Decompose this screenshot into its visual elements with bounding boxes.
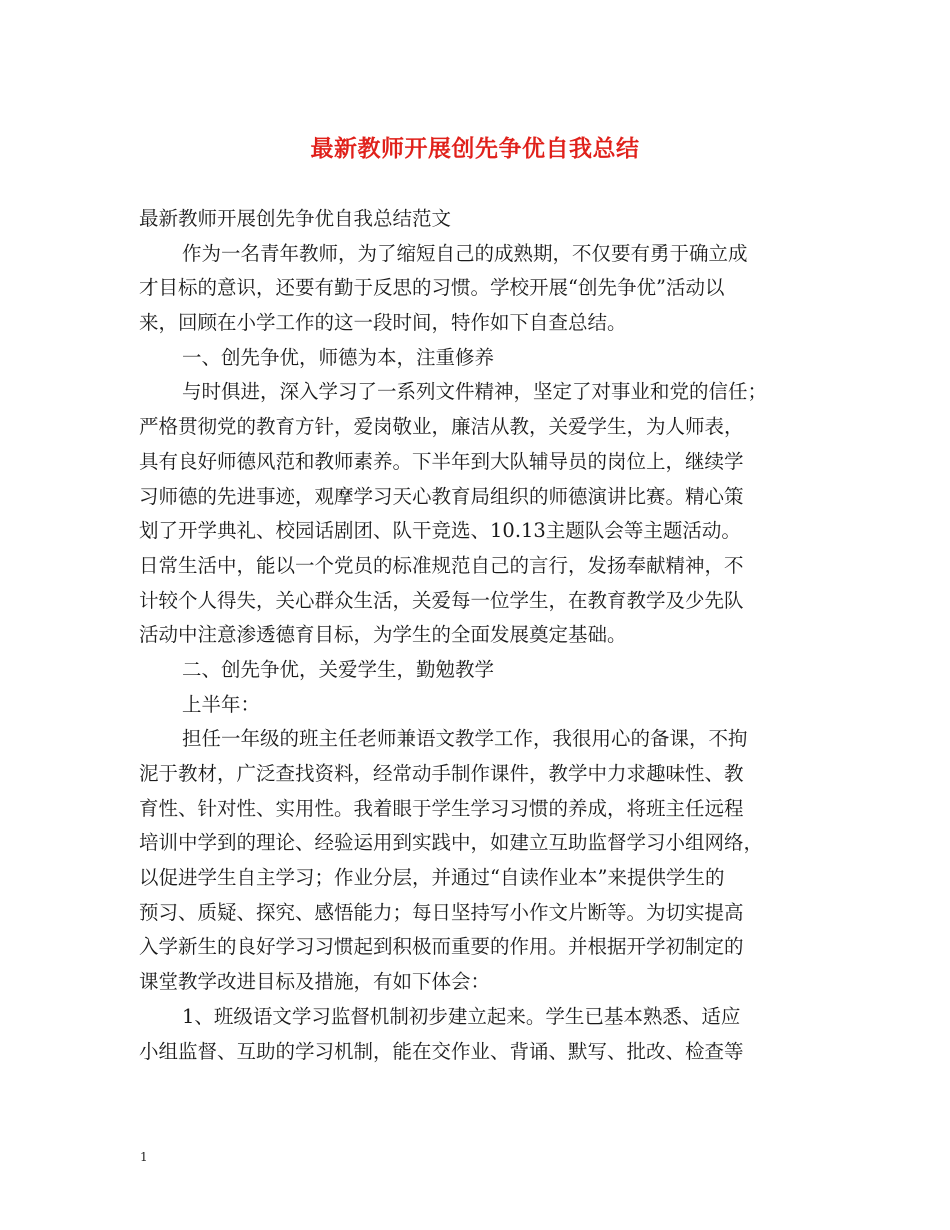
document-body [139,202,819,1069]
text-line: 小组监督、互助的学习机制，能在交作业、背诵、默写、批改、检查等 [139,1039,744,1063]
text-line: 泥于教材，广泛查找资料，经常动手制作课件，教学中力求趣味性、教 [139,762,744,785]
text-line: 计较个人得失，关心群众生活，关爱每一位学生，在教育教学及少先队 [139,588,744,612]
text-line: 严格贯彻党的教育方针，爱岗敬业，廉洁从教，关爱学生，为人师表， [139,415,744,439]
text-line: 作为一名青年教师，为了缩短自己的成熟期，不仅要有勇于确立成 [182,241,748,265]
text-line: 最新教师开展创先争优自我总结范文 [139,207,452,230]
text-line: 1、班级语文学习监督机制初步建立起来。学生已基本熟悉、适应 [182,1004,741,1028]
text-line: 活动中注意渗透德育目标，为学生的全面发展奠定基础。 [139,623,627,647]
page-number: 1 [140,1150,148,1164]
text-line: 一、创先争优，师德为本，注重修养 [182,345,495,369]
text-line: 划了开学典礼、校园话剧团、队干竞选、10.13主题队会等主题活动。 [139,519,741,543]
text-line: 担任一年级的班主任老师兼语文教学工作，我很用心的备课，不拘 [182,727,748,751]
document-title: 最新教师开展创先争优自我总结 [310,135,640,162]
text-line: 上半年： [182,692,261,716]
text-line: 与时俱进，深入学习了一系列文件精神，坚定了对事业和党的信任； [182,380,768,404]
text-line: 二、创先争优，关爱学生，勤勉教学 [182,657,495,681]
text-line: 入学新生的良好学习习惯起到积极而重要的作用。并根据开学初制定的 [139,935,744,959]
text-line: 日常生活中，能以一个党员的标准规范自己的言行，发扬奉献精神，不 [139,553,744,577]
text-line: 来，回顾在小学工作的这一段时间，特作如下自查总结。 [139,311,627,335]
text-line: 培训中学到的理论、经验运用到实践中，如建立互助监督学习小组网络， [139,831,764,855]
text-line: 预习、质疑、探究、感悟能力；每日坚持写小作文片断等。为切实提高 [139,900,744,924]
text-line: 习师德的先进事迹，观摩学习天心教育局组织的师德演讲比赛。精心策 [139,484,744,508]
text-line: 课堂教学改进目标及措施，有如下体会： [139,970,491,994]
text-line: 才目标的意识，还要有勤于反思的习惯。学校开展“创先争优”活动以 [139,276,725,300]
text-line: 以促进学生自主学习；作业分层，并通过“自读作业本”来提供学生的 [139,866,725,890]
text-line: 育性、针对性、实用性。我着眼于学生学习习惯的养成，将班主任远程 [139,796,744,820]
text-line: 具有良好师德风范和教师素养。下半年到大队辅导员的岗位上，继续学 [139,449,744,473]
